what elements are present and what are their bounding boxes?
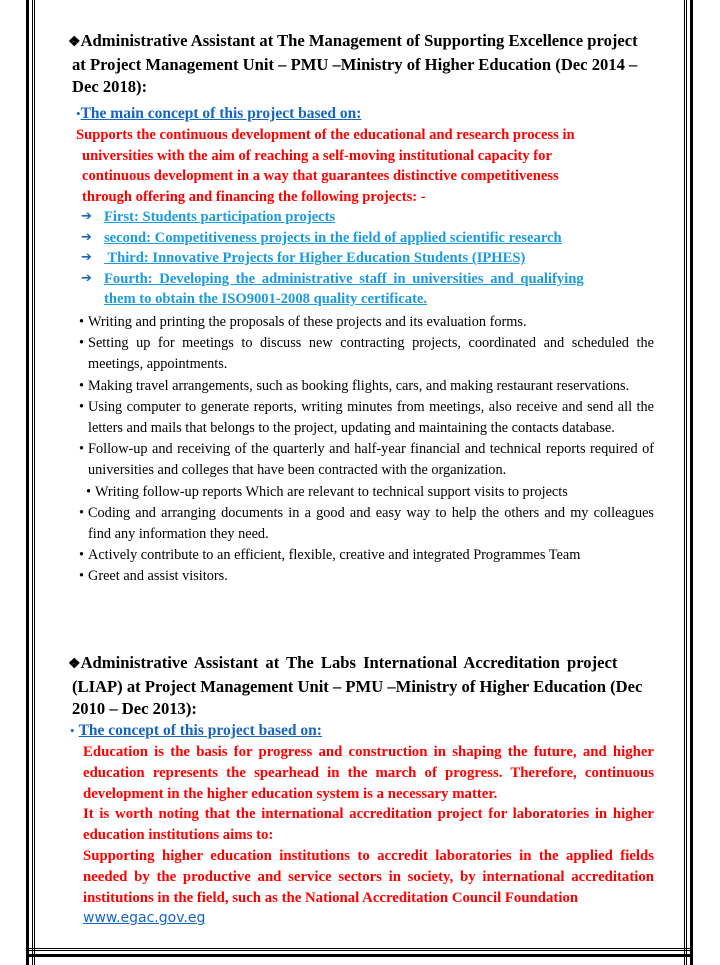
page-border-left [26, 0, 35, 965]
list-item: • Actively contribute to an efficient, flexible, creative and integrated Programmes Team [68, 545, 654, 566]
section2-heading: ❖Administrative Assistant at The Labs International Accreditation project (LIAP) at Project Management Unit – PMU –Ministry of Higher Education (Dec 2010 – Dec 2013): [68, 653, 643, 718]
project-link[interactable]: them to obtain the ISO9001-2008 quality certificate. [104, 291, 428, 308]
bullet-icon: • [79, 377, 85, 394]
arrow-right-icon: ➔ [81, 209, 92, 224]
list-item: • Coding and arranging documents in a good and easy way to help the others and my colleagues find any information they need. [79, 504, 654, 542]
concept-title: • The concept of this project based on: [70, 722, 322, 739]
duties-list [68, 312, 654, 588]
list-item [68, 228, 654, 249]
concept-title: •The main concept of this project based on: [76, 105, 362, 122]
website-link[interactable]: www.egac.gov.eg [83, 910, 206, 927]
project-link[interactable]: Fourth: Developing the administrative staff in universities and qualifying [104, 270, 584, 287]
section-excellence-project [68, 30, 654, 588]
list-item [68, 248, 654, 269]
intro-paragraph: Supports the continuous development of the educational and research process in universities with the aim of reaching a self-moving institutional capacity for continuous development in a way that guarantees distinctive competitiveness through offering and financing the following projects: - [76, 127, 575, 205]
projects-list [68, 207, 654, 310]
bullet-icon: • [79, 313, 85, 330]
list-item: • Making travel arrangements, such as booking flights, cars, and making restaurant reservations. [68, 376, 654, 397]
concept-paragraph-2: It is worth noting that the international accreditation project for laboratories in higher education institutions aims to: [83, 806, 654, 844]
page-border-bottom [26, 948, 693, 957]
list-item [68, 207, 654, 228]
section1-heading: ❖Administrative Assistant at The Management of Supporting Excellence project at Project Management Unit – PMU –Ministry of Higher Education (Dec 2014 – Dec 2018): [68, 31, 638, 96]
list-item: • Setting up for meetings to discuss new contracting projects, coordinated and scheduled the meetings, appointments. [79, 335, 654, 373]
list-item [68, 289, 654, 310]
list-item: • Writing follow-up reports Which are relevant to technical support visits to projects [68, 482, 654, 503]
concept-paragraph-3: Supporting higher education institutions to accredit laboratories in the applied fields needed by the productive and service sectors in society, by international accreditation institutions in the field, such as the National Accreditation Council Foundation [83, 847, 654, 906]
list-item: • Using computer to generate reports, writing minutes from meetings, also receive and send all the letters and mails that belongs to the project, updating and maintaining the contacts database. [79, 398, 654, 436]
concept-paragraph-1: Education is the basis for progress and construction in shaping the future, and higher education represents the spearhead in the march of progress. Therefore, continuous development in the higher education system is a necessary matter. [83, 744, 654, 802]
arrow-right-icon: ➔ [81, 229, 92, 245]
bullet-icon: • [70, 723, 75, 738]
arrow-right-icon: ➔ [81, 250, 92, 266]
project-link[interactable]: Third: Innovative Projects for Higher Education Students (IPHES) [104, 250, 526, 267]
project-link[interactable]: First: Students participation projects [104, 209, 336, 225]
bullet-icon: • [79, 568, 85, 585]
bullet-icon: • [79, 398, 85, 415]
arrow-right-icon: ➔ [81, 270, 92, 286]
diamond-bullet-icon: ❖ [68, 35, 81, 50]
section-labs-accreditation-project [68, 652, 654, 928]
bullet-icon: • [79, 441, 85, 458]
bullet-icon: • [79, 504, 85, 521]
list-item [68, 269, 654, 290]
bullet-icon: • [86, 483, 92, 500]
list-item: • Follow-up and receiving of the quarterly and half-year financial and technical reports required of universities and colleges that have been contracted with the organization. [79, 441, 654, 479]
list-item: • Writing and printing the proposals of these projects and its evaluation forms. [68, 312, 654, 333]
bullet-icon: • [79, 547, 85, 564]
bullet-icon: • [76, 106, 81, 121]
diamond-bullet-icon: ❖ [68, 657, 81, 672]
bullet-icon: • [79, 335, 85, 352]
project-link[interactable]: second: Competitiveness projects in the field of applied scientific research [104, 229, 562, 246]
page-border-right [684, 0, 693, 965]
list-item: • Greet and assist visitors. [68, 566, 654, 587]
